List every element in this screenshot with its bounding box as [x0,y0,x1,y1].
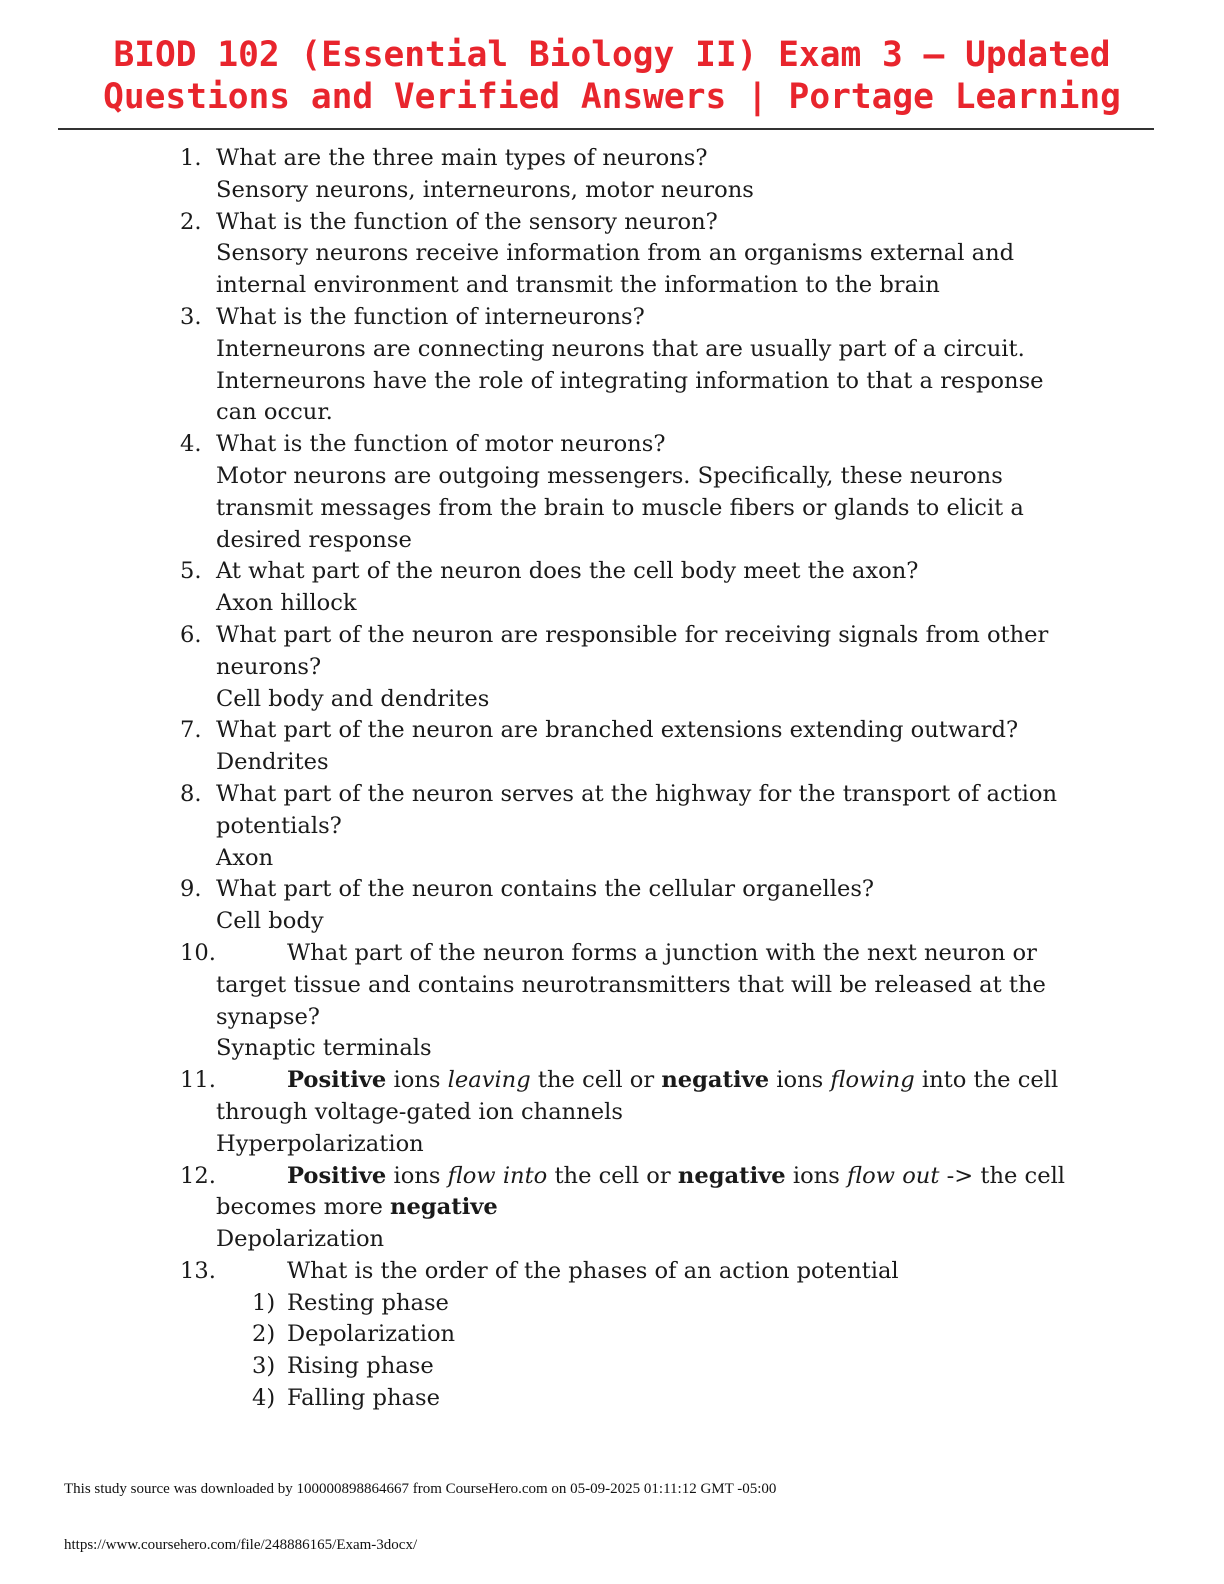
question-number: 11. [180,1067,216,1094]
answer-text: Sensory neurons, interneurons, motor neurons [216,176,754,203]
question-item-13 [0,1256,1076,1288]
phase-text: Falling phase [287,1385,440,1412]
emphasis-leaving: leaving [447,1067,531,1094]
question-item-1 [0,143,1076,207]
phase-text: Depolarization [287,1321,456,1348]
question-item-10 [0,938,1076,1065]
question-item-2 [0,207,1076,302]
question-number: 6. [180,621,202,648]
question-number: 8. [180,780,202,807]
phase-item [0,1351,1224,1383]
question-text: At what part of the neuron does the cell body meet the axon? [216,558,919,585]
question-item-11: 11. Positive ions leaving the cell or negative ions flowing into the cell through voltage-gated ion channels Hyperpolarization [0,1065,1076,1160]
answer-text: Dendrites [216,749,329,776]
page-title [0,34,1224,118]
question-item-7 [0,715,1076,779]
emphasis-negative-2: negative [390,1194,498,1221]
question-number: 13. [180,1257,216,1284]
answer-text: Synaptic terminals [216,1035,432,1062]
phase-number: 4) [252,1385,276,1412]
question-text: What part of the neuron contains the cellular organelles? [216,876,875,903]
source-url: https://www.coursehero.com/file/248886165/Exam-3docx/ [64,1537,418,1553]
question-text: What part of the neuron are responsible for receiving signals from other neurons? [216,621,1049,680]
download-notice: This study source was downloaded by 100000898864667 from CourseHero.com on 05-09-2025 01:11:12 GMT -05:00 [64,1481,777,1497]
question-item-3 [0,302,1076,429]
phase-text: Resting phase [287,1289,449,1316]
title-line-2: Questions and Verified Answers | Portage Learning [103,77,1121,117]
question-text: What part of the neuron serves at the highway for the transport of action potentials? [216,780,1058,839]
question-text: What part of the neuron forms a junction with the next neuron or target tissue and contains neurotransmitters that will be released at the synapse? [216,939,1046,1030]
answer-text: Depolarization [216,1226,385,1253]
answer-text: Cell body [216,908,324,935]
title-divider [58,128,1154,130]
phase-item [0,1319,1224,1351]
emphasis-positive: Positive [287,1067,387,1094]
question-number: 9. [180,876,202,903]
emphasis-flowing: flowing [830,1067,915,1094]
question-number: 12. [180,1162,216,1189]
answer-text: Interneurons are connecting neurons that are usually part of a circuit. Interneurons have the role of integrating information to that a response can occur. [216,335,1044,426]
emphasis-flow-into: flow into [447,1162,548,1189]
title-line-1: BIOD 102 (Essential Biology II) Exam 3 – Updated [113,35,1111,75]
question-item-8 [0,779,1076,874]
question-number: 1. [180,145,202,171]
question-item-5 [0,556,1076,620]
phase-item [0,1288,1224,1320]
question-number: 2. [180,208,202,235]
question-text: What are the three main types of neurons? [216,145,708,171]
question-text: What is the order of the phases of an action potential [287,1257,899,1284]
answer-text: Sensory neurons receive information from an organisms external and internal environment and transmit the information to the brain [216,240,1015,299]
question-number: 10. [180,939,216,966]
answer-text: Axon [216,844,274,871]
answer-text: Axon hillock [216,590,357,617]
emphasis-positive: Positive [287,1162,387,1189]
question-number: 5. [180,558,202,585]
phase-text: Rising phase [287,1353,434,1380]
phase-number: 2) [252,1321,276,1348]
answer-text: Motor neurons are outgoing messengers. Specifically, these neurons transmit messages from the brain to muscle fibers or glands to elicit a desired response [216,462,1024,553]
question-item-9 [0,874,1076,938]
question-text: What part of the neuron are branched extensions extending outward? [216,717,1019,744]
question-item-6 [0,620,1076,715]
question-text: What is the function of the sensory neuron? [216,208,718,235]
question-text: What is the function of interneurons? [216,303,645,330]
phase-number: 3) [252,1353,276,1380]
question-list [0,143,1224,1415]
question-number: 4. [180,431,202,458]
emphasis-flow-out: flow out [847,1162,940,1189]
phase-number: 1) [252,1289,276,1316]
question-number: 7. [180,717,202,744]
answer-text: Hyperpolarization [216,1130,424,1157]
question-text: What is the function of motor neurons? [216,431,666,458]
emphasis-negative: negative [677,1162,786,1189]
question-item-4 [0,429,1076,556]
emphasis-negative: negative [661,1067,770,1094]
question-item-12: 12. Positive ions flow into the cell or negative ions flow out -> the cell becomes more negative Depolarization [0,1161,1076,1256]
answer-text: Cell body and dendrites [216,685,490,712]
phase-item [0,1383,1224,1415]
question-number: 3. [180,303,202,330]
